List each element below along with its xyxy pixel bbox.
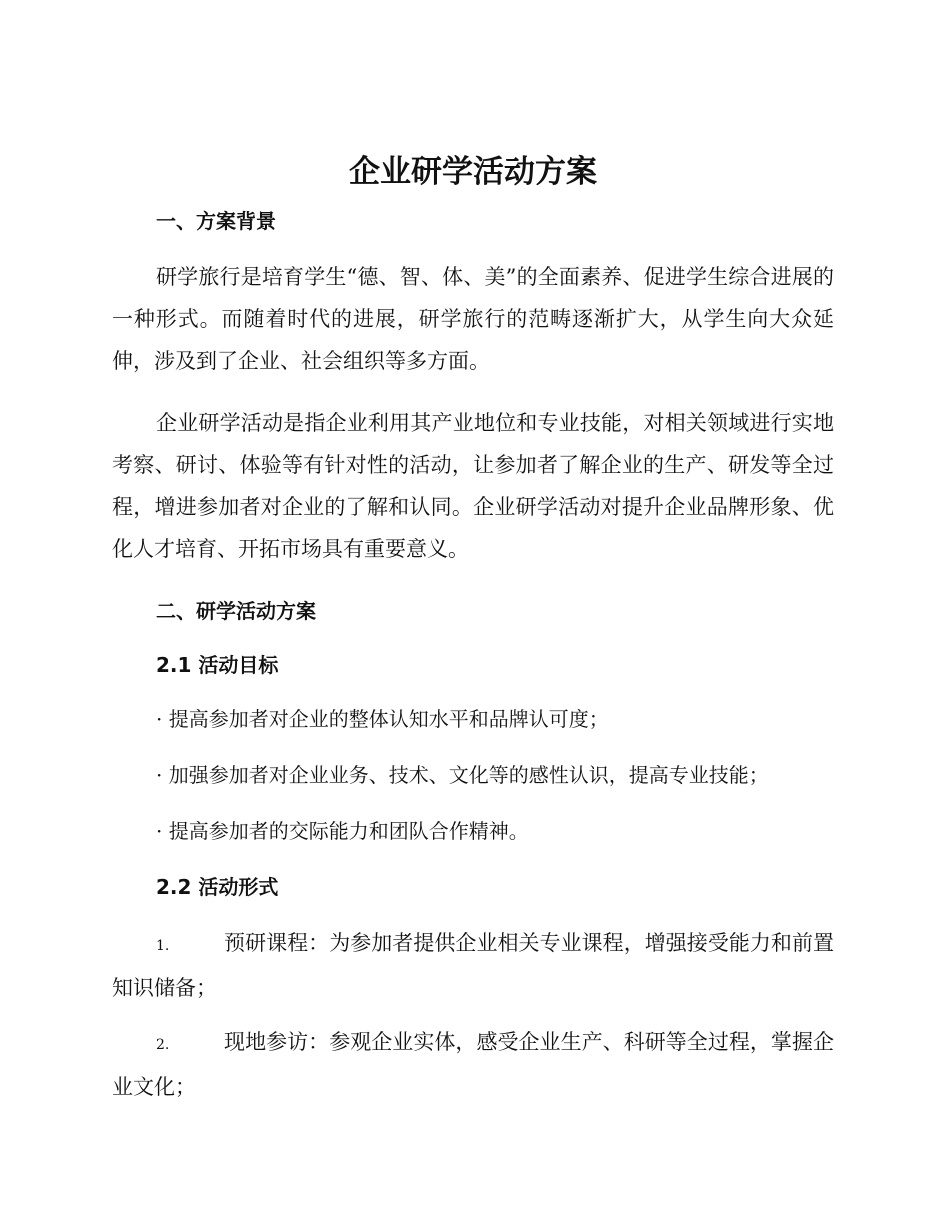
form-item bbox=[112, 922, 834, 1009]
form-item-number: 2. bbox=[156, 1037, 170, 1053]
goal-item: · 提高参加者对企业的整体认知水平和品牌认可度； bbox=[156, 707, 609, 731]
form-item bbox=[112, 1021, 834, 1108]
background-paragraph-2: 企业研学活动是指企业利用其产业地位和专业技能，对相关领域进行实地考察、研讨、体验等有针对性的活动，让参加者了解企业的生产、研发等全过程，增进参加者对企业的了解和认同。企业研学活动对提升企业品牌形象、优化人才培育、开拓市场具有重要意义。 bbox=[112, 411, 834, 561]
background-paragraph-1: 研学旅行是培育学生“德、智、体、美”的全面素养、促进学生综合进展的一种形式。而随着时代的进展，研学旅行的范畴逐渐扩大，从学生向大众延伸，涉及到了企业、社会组织等多方面。 bbox=[112, 265, 834, 373]
document-title: 企业研学活动方案 bbox=[349, 154, 597, 190]
subsection-heading-goals: 2.1 活动目标 bbox=[156, 653, 279, 677]
subsection-heading-forms: 2.2 活动形式 bbox=[156, 875, 279, 899]
goal-item: · 加强参加者对企业业务、技术、文化等的感性认识，提高专业技能； bbox=[156, 763, 769, 787]
form-item-text: 预研课程：为参加者提供企业相关专业课程，增强接受能力和前置知识储备； bbox=[112, 931, 834, 1000]
form-item-number: 1. bbox=[156, 938, 170, 954]
form-item-text: 现地参访：参观企业实体，感受企业生产、科研等全过程，掌握企业文化； bbox=[112, 1030, 834, 1099]
section-heading-background: 一、方案背景 bbox=[156, 209, 276, 233]
goal-item: · 提高参加者的交际能力和团队合作精神。 bbox=[156, 819, 529, 843]
document-body bbox=[112, 146, 834, 1108]
section-heading-plan: 二、研学活动方案 bbox=[156, 599, 316, 623]
